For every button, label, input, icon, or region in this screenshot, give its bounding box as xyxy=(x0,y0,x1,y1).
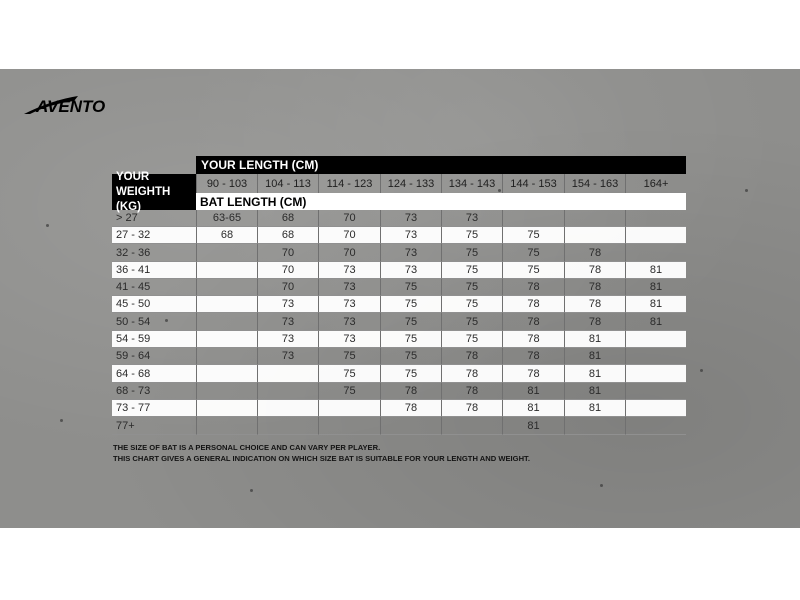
bat-length-cell xyxy=(196,244,257,262)
bat-length-cell: 75 xyxy=(380,279,441,296)
bat-length-cell xyxy=(196,279,257,296)
bat-length-cell xyxy=(196,296,257,313)
bat-length-cell xyxy=(625,244,686,262)
bat-length-cell xyxy=(196,383,257,400)
background-speck xyxy=(250,489,253,492)
bat-length-cell: 78 xyxy=(564,313,625,331)
length-range-cell: 134 - 143 xyxy=(441,174,502,193)
bat-length-cell: 75 xyxy=(502,262,564,279)
bat-length-cell xyxy=(196,331,257,348)
bat-length-cell: 81 xyxy=(564,331,625,348)
bat-length-cell: 75 xyxy=(441,279,502,296)
bat-length-cell: 78 xyxy=(380,383,441,400)
bat-length-cell xyxy=(441,417,502,435)
avento-logo xyxy=(22,92,142,118)
bat-length-cell: 75 xyxy=(441,227,502,244)
weight-header-line1: YOUR xyxy=(116,170,150,183)
bat-length-cell: 81 xyxy=(625,279,686,296)
bat-length-cell: 78 xyxy=(564,244,625,262)
bat-length-cell: 75 xyxy=(502,227,564,244)
bat-length-cell: 73 xyxy=(318,313,380,331)
bat-length-cell xyxy=(625,365,686,383)
background-speck xyxy=(46,224,49,227)
bat-length-cell xyxy=(625,331,686,348)
bat-length-cell: 73 xyxy=(380,262,441,279)
bat-length-cell: 70 xyxy=(318,244,380,262)
bat-length-cell: 73 xyxy=(318,331,380,348)
bat-length-cell: 81 xyxy=(564,348,625,365)
weight-range-cell: 77+ xyxy=(112,417,196,435)
length-range-cell: 154 - 163 xyxy=(564,174,625,193)
background-speck xyxy=(60,419,63,422)
bat-length-cell: 70 xyxy=(318,210,380,227)
bat-length-cell xyxy=(380,417,441,435)
bat-length-cell: 81 xyxy=(564,400,625,417)
bat-length-cell: 81 xyxy=(625,262,686,279)
weight-range-cell: 27 - 32 xyxy=(112,227,196,244)
bat-length-cell: 73 xyxy=(318,296,380,313)
length-range-cell: 144 - 153 xyxy=(502,174,564,193)
bat-length-cell: 75 xyxy=(441,296,502,313)
weight-range-cell: 45 - 50 xyxy=(112,296,196,313)
length-range-cell: 124 - 133 xyxy=(380,174,441,193)
bat-length-cell: 73 xyxy=(257,313,318,331)
background-speck xyxy=(600,484,603,487)
bat-length-cell: 73 xyxy=(257,296,318,313)
bat-length-cell xyxy=(625,348,686,365)
bat-length-cell: 78 xyxy=(502,296,564,313)
length-range-cell: 164+ xyxy=(625,174,686,193)
weight-header xyxy=(112,170,196,213)
bat-length-cell: 78 xyxy=(564,296,625,313)
bat-length-cell: 78 xyxy=(441,365,502,383)
length-header: YOUR LENGTH (CM) xyxy=(196,156,686,174)
weight-header-line2: WEIGHTH (KG) xyxy=(116,185,171,213)
bat-length-cell xyxy=(196,313,257,331)
bat-length-cell xyxy=(625,383,686,400)
bat-length-cell xyxy=(196,400,257,417)
weight-range-cell: 41 - 45 xyxy=(112,279,196,296)
bat-length-cell: 75 xyxy=(318,348,380,365)
weight-range-cell: 32 - 36 xyxy=(112,244,196,262)
bat-length-cell: 73 xyxy=(257,331,318,348)
bat-length-cell: 78 xyxy=(380,400,441,417)
bat-length-cell: 75 xyxy=(380,348,441,365)
bat-length-cell xyxy=(318,400,380,417)
bat-length-cell: 68 xyxy=(196,227,257,244)
bat-length-cell: 70 xyxy=(257,262,318,279)
bat-length-cell xyxy=(502,210,564,227)
bat-length-cell: 73 xyxy=(380,227,441,244)
bat-length-cell xyxy=(257,400,318,417)
bat-length-cell: 78 xyxy=(502,365,564,383)
weight-range-cell: 68 - 73 xyxy=(112,383,196,400)
bat-length-cell: 73 xyxy=(380,244,441,262)
length-range-cell: 104 - 113 xyxy=(257,174,318,193)
bat-length-cell xyxy=(196,348,257,365)
bat-length-cell: 68 xyxy=(257,210,318,227)
bat-length-cell: 78 xyxy=(441,400,502,417)
weight-range-cell: 59 - 64 xyxy=(112,348,196,365)
weight-range-cell: 54 - 59 xyxy=(112,331,196,348)
bat-length-cell: 73 xyxy=(318,262,380,279)
bat-length-cell: 78 xyxy=(502,279,564,296)
bat-length-cell xyxy=(257,417,318,435)
bat-length-cell: 75 xyxy=(380,331,441,348)
bat-length-cell: 75 xyxy=(380,365,441,383)
bat-length-cell: 70 xyxy=(257,279,318,296)
note-line-2: THIS CHART GIVES A GENERAL INDICATION ON WHICH SIZE BAT IS SUITABLE FOR YOUR LENGTH AND WEIGHT. xyxy=(113,454,530,463)
bat-length-cell: 81 xyxy=(625,313,686,331)
weight-range-cell: 36 - 41 xyxy=(112,262,196,279)
bat-length-cell: 78 xyxy=(441,383,502,400)
weight-range-cell: 73 - 77 xyxy=(112,400,196,417)
bat-length-cell: 81 xyxy=(564,383,625,400)
notes xyxy=(113,442,793,464)
bat-length-cell: 73 xyxy=(318,279,380,296)
note-line-1: THE SIZE OF BAT IS A PERSONAL CHOICE AND CAN VARY PER PLAYER. xyxy=(113,443,381,452)
bat-length-cell: 73 xyxy=(257,348,318,365)
bat-length-cell: 81 xyxy=(502,400,564,417)
bat-length-cell: 81 xyxy=(564,365,625,383)
bat-length-cell xyxy=(625,227,686,244)
bat-length-cell: 78 xyxy=(441,348,502,365)
bat-length-header: BAT LENGTH (CM) xyxy=(196,193,686,210)
bat-length-cell xyxy=(625,417,686,435)
bat-length-cell xyxy=(196,262,257,279)
bat-length-cell xyxy=(625,400,686,417)
bat-length-cell xyxy=(196,365,257,383)
logo-text: AVENTO xyxy=(36,97,106,116)
bat-length-cell xyxy=(257,365,318,383)
bat-length-cell: 78 xyxy=(502,348,564,365)
bat-length-cell: 73 xyxy=(380,210,441,227)
bat-length-cell: 75 xyxy=(441,244,502,262)
bat-length-cell: 75 xyxy=(380,313,441,331)
bat-length-cell xyxy=(564,210,625,227)
bat-length-cell: 78 xyxy=(502,313,564,331)
weight-range-cell: 64 - 68 xyxy=(112,365,196,383)
bat-length-cell: 63-65 xyxy=(196,210,257,227)
bat-length-cell xyxy=(564,227,625,244)
bat-length-cell: 70 xyxy=(318,227,380,244)
bat-length-cell: 81 xyxy=(625,296,686,313)
bat-length-cell xyxy=(318,417,380,435)
bat-length-cell xyxy=(625,210,686,227)
bat-length-cell: 78 xyxy=(502,331,564,348)
bat-length-cell xyxy=(564,417,625,435)
bat-length-cell: 81 xyxy=(502,383,564,400)
background-speck xyxy=(700,369,703,372)
bat-length-cell: 75 xyxy=(441,262,502,279)
background-speck xyxy=(745,189,748,192)
bat-length-cell: 75 xyxy=(318,365,380,383)
bat-length-cell: 75 xyxy=(441,313,502,331)
bat-length-cell: 70 xyxy=(257,244,318,262)
length-range-cell: 114 - 123 xyxy=(318,174,380,193)
bat-length-cell: 75 xyxy=(318,383,380,400)
bat-length-cell: 73 xyxy=(441,210,502,227)
length-range-cell: 90 - 103 xyxy=(196,174,257,193)
bat-size-table xyxy=(112,156,686,435)
bat-length-cell: 75 xyxy=(380,296,441,313)
bat-length-cell: 81 xyxy=(502,417,564,435)
bat-length-cell: 68 xyxy=(257,227,318,244)
bat-length-cell: 75 xyxy=(502,244,564,262)
weight-range-cell: > 27 xyxy=(112,210,196,227)
bat-length-cell: 78 xyxy=(564,279,625,296)
bat-length-cell xyxy=(196,417,257,435)
weight-range-cell: 50 - 54 xyxy=(112,313,196,331)
bat-length-cell: 75 xyxy=(441,331,502,348)
bat-length-cell: 78 xyxy=(564,262,625,279)
bat-length-cell xyxy=(257,383,318,400)
